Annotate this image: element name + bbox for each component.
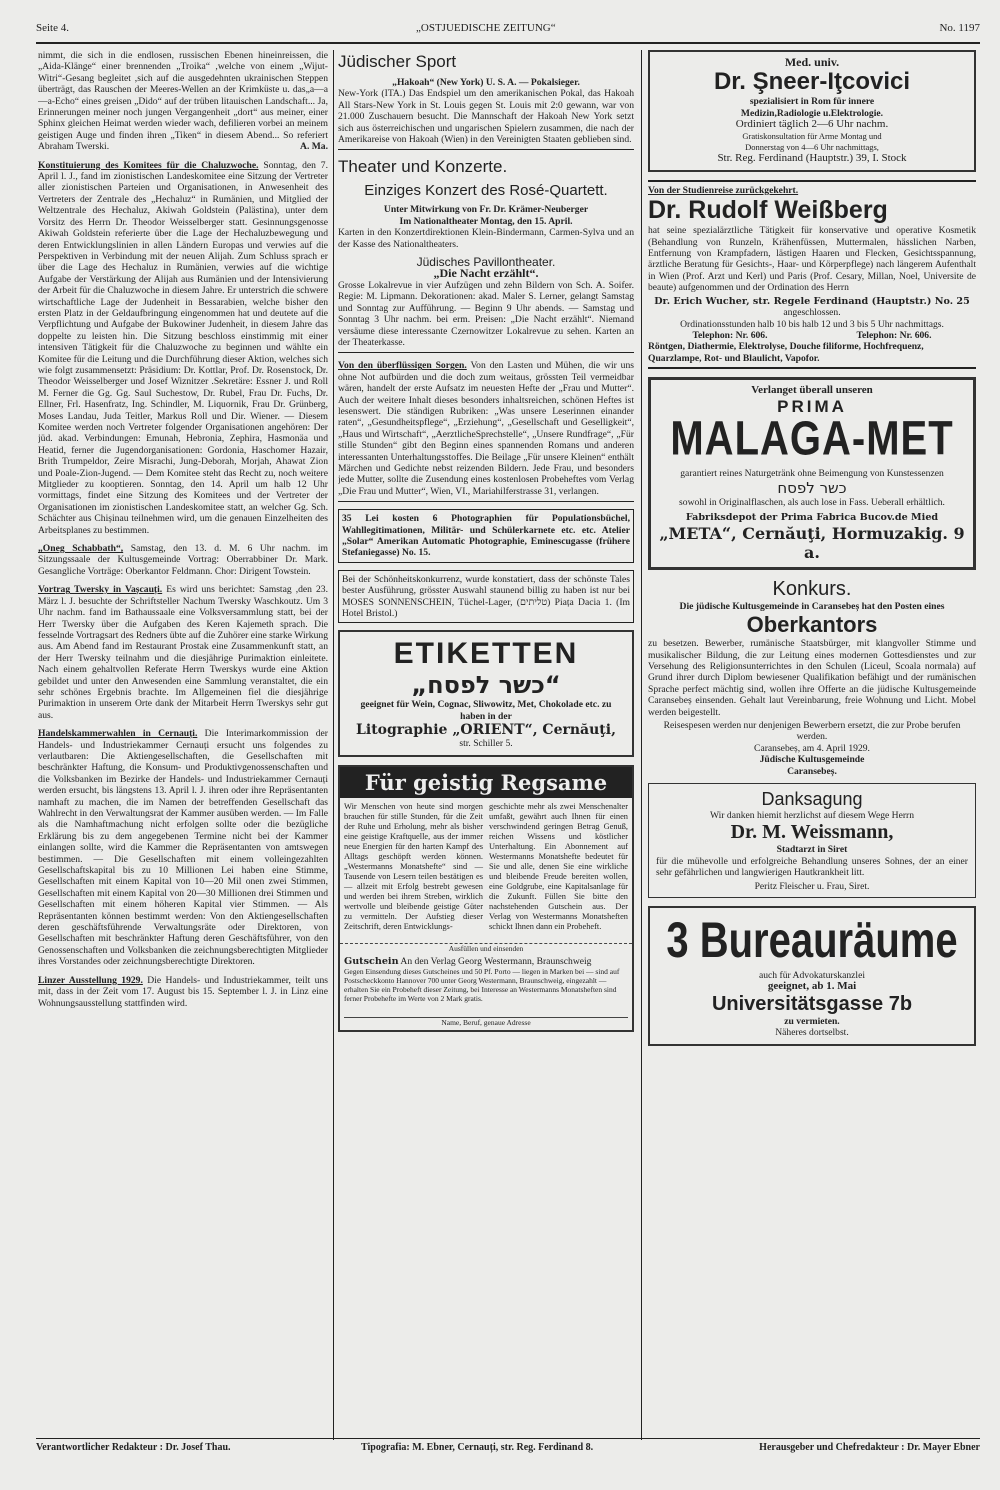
page-header — [36, 20, 980, 42]
pavillon-subheading: „Die Nacht erzählt“. — [433, 266, 539, 281]
beauty-ad: Bei der Schönheitskonkurrenz, wurde konstatiert, dass der schönste Tales bester Ausführung, grösster Auswahl staunend billig zu haben ist nur bei MOSES SONNENSCHEIN, Tüchel-Lager, (טליתים) Piața Dacia 1. (Im Hotel Bristol.) — [338, 570, 634, 624]
sneer-itcovici-ad: Med. univ. Dr. Şneer-Iţcovici spezialisiert in Rom für innere Medizin,Radiologie u.Elektrologie. Ordiniert täglich 2—6 Uhr nachm. Gratiskonsultation für Arme Montag und Donnerstag von 4—6 Uhr nachmittags, Str. Reg. Ferdinand (Hauptstr.) 39, I. Stock — [648, 50, 976, 172]
rose-sub-1: Unter Mitwirkung von Fr. Dr. Krämer-Neuberger — [383, 204, 589, 216]
footer-editor: Verantwortlicher Redakteur : Dr. Josef Thau. — [36, 1442, 231, 1453]
regsame-cut-line: Ausfüllen und einsenden — [340, 943, 632, 953]
theater-heading: Theater und Konzerte. — [338, 157, 508, 177]
issue-number: No. 1197 — [939, 22, 980, 34]
regsame-ad — [338, 765, 634, 1032]
article-twerski: nimmt, die sich in die endlosen, russischen Ebenen hineinreissen, die „Aida-Klänge“ einer brennenden „Troika“ ,welche von einem „Wijut-Witri“-Gesang begleitet ,sich auf die ausgedehnten ukrainischen Steppen überträgt, das Rauschen der Meeres-Wellen an der Krimküste u. das„a—a—a-Echo“ eines greisen „Dido“ auf der trüben litauischen Landschaft... Ja, Erinnerungen meiner noch jungen Vergangenheit „dort“ aus meiner, einer Sphinx gleichen Heimat werden wieder wach, defilieren vorbei an meinem geistigen Auge und finden ihren „Tiken“ in diesem Abend... So referiert Abraham Twerski. A. Ma. — [38, 50, 328, 153]
sport-heading: Jüdischer Sport — [338, 52, 457, 71]
weissberg-ad: Von der Studienreise zurückgekehrt. Dr. Rudolf Weißberg hat seine spezialärztliche Tätigkeit für konservative und operative Kosmetik (Behandlung von Runzeln, Krähenfüssen, Muttermalen, hässlichen Narben, Entfernung von Krampfadern, lästigen Haaren und Flecken, Gesichtsspannung, ärztliche Beratung für Gesichts-, Haar- und Körperpflege) nach längerem Aufenthalt in Wien (Prof. Arzt und Kerl) und Paris (Prof. Cesary, Millan, Noel, Universite de beaute) aufgenommen und der Ordination des Herrn Dr. Erich Wucher, str. Regele Ferdinand (Hauptstr.) No. 25 angeschlossen. Ordinationsstunden halb 10 bis halb 12 und 3 bis 5 Uhr nachmittags. Telephon: Nr. 606. Telephon: Nr. 606. Röntgen, Diathermie, Elektrolyse, Douche filiforme, Hochfrequenz, Quarzlampe, Rot- und Blaulicht, Vapofor. — [648, 180, 976, 369]
etiketten-text: geeignet für Wein, Cognac, Sliwowitz, Met, Chokolade etc. zu haben in der — [360, 699, 612, 722]
column-right — [648, 50, 976, 1440]
danksagung-ad: Danksagung Wir danken hiemit herzlichst auf diesem Wege Herrn Dr. M. Weissmann, Stadtarzt in Siret für die mühevolle und erfolgreiche Behandlung unseres Sohnes, der an einer sehr gefährlichen und langwierigen Hautkrankheit litt. Peritz Fleischer u. Frau, Siret. — [648, 783, 976, 898]
newspaper-name: „OSTJUEDISCHE ZEITUNG“ — [416, 22, 556, 34]
malaga-met-title: MALAGA-MET — [670, 412, 954, 465]
pavillon-heading: Jüdisches Pavillontheater. — [416, 255, 556, 270]
regsame-title: Für geistig Regsame — [340, 767, 632, 798]
column-rule-2 — [641, 50, 642, 1440]
etiketten-ad — [338, 630, 634, 756]
regsame-text-right: geschichte mehr als zwei Menschenalter umfaßt, gewährt auch Ihnen für einen verschwindend geringen Betrag Genuß, reichen Wissens und köstlicher Unterhaltung. Ein Abonnement auf Westermanns Monatshefte bedeutet für Sie und alle, denen Sie eine wirkliche und bleibende Freude bereiten wollen, eine Goldgrube, eine Kapitalsanlage für die Zukunft. Füllen Sie bitte den nachstehenden Gutschein aus. Der Verlag von Westermanns Monatsheften schickt Ihnen dann ein Probeheft. — [489, 801, 628, 931]
column-middle — [338, 50, 634, 1440]
article-linz: Linzer Ausstellung 1929. Die Handels- und Industriekammer, teilt uns mit, dass in der Zeit vom 17. August bis 15. September l. J. in Linz eine Wohnungsausstellung stattfinden wird. — [38, 974, 328, 1009]
sorgen-article: Von den überflüssigen Sorgen. Von den Lasten und Mühen, die wir uns ohne Not aufbürden und die doch zum weitaus, grössten Teil vermeidbar wären, handelt der erste Aufsatz im neuesten Hefte der „Frau und Mutter“. Auch der weitere Inhalt dieses besonders inhaltsreichen, schönen Heftes ist lesenswert. Die ständigen Rubriken: „Was unsere Leserinnen einander raten“, „Gesundheitspflege“, „Erziehung“, „Gesellschaft und Geselligkeit“, „Haus und Wirtschaft“, „AerztlicheSprechstelle“, „Unsere Rundfrage“, „Für stille Stunden“ gibt den Beginn eines spannenden Romans und anderen interessanten Unterhaltungsstoffes. Die Beilage „Für unsere Kleinen“ enthält Märchen und Gedichte nebst reizenden Bildern. Jede Frau, und besonders jede Mutter, sollte die Zusendung eines kostenlosen Probeheftes vom Verlag „Die Frau und Mutter“, Wien, VI., Mariahilferstrasse 31, verlangen. — [338, 360, 634, 502]
rose-sub-2: Im Nationaltheater Montag, den 15. April. — [399, 215, 573, 227]
etiketten-hebrew: „כשר לפסח“ — [411, 671, 561, 700]
sport-article: New-York (ITA.) Das Endspiel um den amerikanischen Pokal, das Hakoah All Stars-New York in St. Louis gegen St. Louis mit 2:0 gewann, war von 21.000 Zuschauern besucht. Die Mannschaft der Hakoah New York setzt sich aus österreichischen und ungarischen Spielern zusammen, die nach der Amerikareise von Hakoah (Wien) in den Vereinigten Staaten geblieben sind. — [338, 88, 634, 150]
column-rule-1 — [333, 50, 334, 1440]
konkurs-ad: Konkurs. Die jüdische Kultusgemeinde in Caransebeș hat den Posten eines Oberkantors zu besetzen. Bewerber, rumänische Staatsbürger, mit klangvoller Stimme und musikalischer Bildung, die zur Leitung eines modernen Gottesdienstes und zur Versehung des Religionsunterrichtes in den Schulen (Liceul, Scoala normala) auf Grund ihrer durch Diplom bewiesener Qualifikation befähigt und der rumänischen Sprache perfect mächtig sind, wollen ihre Offerte an die jüdische Kultusgemeinde Caransebeș einsenden. Gehalt laut Vereinbarung, freie Wohnung und Licht. Mobel werden beigestellt. Reisespesen werden nur denjenigen Bewerbern ersetzt, die zur Probe berufen werden. Caransebeș, am 4. April 1929. Jüdische Kultusgemeinde Caransebeș. — [648, 577, 976, 777]
article-chaluzwoche: Konstituierung des Komitees für die Chaluzwoche. Sonntag, den 7. April l. J., fand im zionistischen Landeskomitee eine Sitzung der Vertreter aller zionistischen Parteien und Organisationen, in Anwesenheit des Vertreters der Zentrale des „Hechaluz“ in Rumänien, und Mitglied der Weltzentrale des Hechaluz, Akiwah Goldstein (Palästina), unter dem Vorsitz des Herrn Dr. Theodor Weisselberger statt. Gesinnungsgenosse Akiwah Goldstein referierte über die Lage der Hechaluzbewegung und deren Entwicklungslinien in allen Ländern Europas und verwies auf die Perspektiven in Verbindung mit der neuen Alijah. Zum Schluss sprach er über die Lage des Hechaluz in Rumänien, verwies auf die wichtige Aufgabe der Verstärkung der Alijah aus Rumänien und der Intensivierung der Arbeit für die Chaluzwoche in diesem Jahre. Er unterstrich die schwere wirtschaftliche Lage der Judenheit in Bessarabien, welche bisher den ersten Platz in der Geldaufbringung eingenommen hat und deutete auf die Verpflichtung und Aufgabe der Bukowiner Judenheit, in diesem Jahre das doppelte zu leisten hin. Die Sitzung beschloss einstimmig mit einer intensiven Tätigkeit für die Chaluzwoche zu beginnen und wählte ein Komitee für die Leitung und die Durchführung dieser Aktion, welches sich wie folgt zusammensetzt: Präsidium: Dr. Kottlar, Prof. Dr. Rosenstock, Dr. Theodor Weisselberger und Josef Wiznitzer .Sekretäre: Essner J. und Roll M. Ferner die Gg. Gg. Saul Suchestow, Dr. Rubel, Frau Dr. Fuchs, Dr. Ellner, Frl. Hasenfratz, Ing. Schindler, M. Liquornik, Frau Dr. Grünberg, Moses Landau, Juda Teitler, Markus Roll und Dir. Wiener. — Diesem Komitee werden noch Vertreter folgender Organisationen angehören: Der jüd. akad. Verbindungen: Emunah, Hebronia, Zephira, Hasmonäa und Heatid, ferner die Jugendorganisationen: Gordonia, Haschomer Hazair, Brith Trumpeldor, Zeire Misrachi, Jung-Deborah, Morjah, Ahawat Zion und Poale-Zion-Jugend. — Dem Komitee steht das Recht zu, noch weitere Mitglieder zu kooptieren. Sonntag, den 14. April um halb 12 Uhr vormittags, findet eine Sitzung des Komitees und der Vertreter der Organisationen im zionistischen Landeskomitee statt, an welcher Gg. Sch. Schächter aus Chișinau teilnehmen wird, um die genauen Einzelheiten des Arbeitsplanes zu bestimmen. — [38, 159, 328, 536]
page-number: Seite 4. — [36, 22, 69, 34]
etiketten-firm: Litographie „ORIENT“, Cernăuţi, — [356, 722, 616, 739]
article-twersky-vascauti: Vortrag Twersky in Vașcauți. Es wird uns berichtet: Samstag ,den 23. März l. J. besuchte der Schriftsteller Nachum Twersky Waschkoutz. Um 3 Uhr nachm. fand im Bathaussaale eine Volksversammlung statt, bei der Herr Twersky über die Aufgaben des Keren Kajemeth sprach. Die fesselnde Vortragsart des Redners übte auf die Zuhörer eine starke Wirkung aus. Am Abend fand im Restaurant Prostak eine Zusammenkunft statt, an der Herr Twersky teilnahm und die diesjährige Purimaktion einleitete. Nach einem gehaltvollen Referate Herrn Twerskys wurde eine Aktion gebildet und unter den Anwesenden eine Sammlung veranstaltet, die ein sehr schönes Ergebnis brachte. Im Allgemeinen fiel die diesjährige Purimaktion in unserem Orte dank der Mitarbeit Herrn Twerskys sehr gut aus. — [38, 584, 328, 721]
weissberg-name: Dr. Rudolf Weißberg — [648, 196, 888, 225]
article-oneg-schabbath: „Oneg Schabbath“, Samstag, den 13. d. M. 6 Uhr nachm. im Sitzungssaale der Kultusgemeinde Vortrag: Oberrabbiner Dr. Mark. Gesangliche Vorträge: Oberkantor Feldmann. Chor: Dirigent Towstein. — [38, 543, 328, 577]
footer-publisher: Herausgeber und Chefredakteur : Dr. Mayer Ebner — [759, 1442, 980, 1453]
rose-quartett-heading: Einziges Konzert des Rosé-Quartett. — [364, 182, 608, 200]
column-left — [38, 50, 328, 1440]
sport-subheading: „Hakoah“ (New York) U. S. A. — Pokalsieger. — [392, 77, 580, 88]
regsame-coupon: Gutschein An den Verlag Georg Westermann, Braunschweig Gegen Einsendung dieses Gutscheines und 50 Pf. Porto — liegen in Marken bei — sind auf Postscheckkonto Hannover 700 unter Georg Westermann, Braunschweig, eingezahlt — erhalten Sie ein Probeheft dieser Zeitung, bei Interesse an Westermanns Monatsheften sind ferner Probehefte im Werte von 2 Mark gratis. Name, Beruf, genaue Adresse — [340, 953, 632, 1030]
footer-printer: Tipografia: M. Ebner, Cernauți, str. Reg. Ferdinand 8. — [361, 1442, 594, 1453]
doctor-name: Dr. Şneer-Iţcovici — [713, 68, 911, 96]
malaga-met-ad: Verlanget überall unseren PRIMA MALAGA-MET garantiert reines Naturgetränk ohne Beimengung von Kunstessenzen כשר לפסח sowohl in Originalflaschen, als auch lose in Fass. Ueberall erhältlich. Fabriksdepot der Prima Fabrica Bucov.de Mied „META“, Cernăuţi, Hormuzakig. 9 a. — [648, 377, 976, 570]
etiketten-address: str. Schiller 5. — [459, 738, 513, 750]
header-rule — [36, 42, 980, 44]
regsame-text-left: Wir Menschen von heute sind morgen brauchen für stille Stunden, für die Zeit der Ruhe und Erholung, mehr als bisher eine geistige Kraftquelle, aus der immer neue Energien für den harten Kampf des Alltags geschöpft werden können. „Westermanns Monatshefte“ sind — Tausende von Lesern teilen bestätigen es — allzeit mit Erfolg bestrebt gewesen und werden bei ihrem Streben, wirklich wertvolle und bleibende geistige Güter zu vermitteln. Der Aufstieg dieser Zeitschrift, deren Entwicklungs- — [344, 801, 483, 931]
pavillon-article: Grosse Lokalrevue in vier Aufzügen und zehn Bildern von Sch. A. Soifer. Regie: M. Lipmann. Dekorationen: akad. Maler S. Lerner, gelangt Samstag und Sonntag zur Aufführung. — Beginn 9 Uhr abends. — Samstag und Sonntag 3 Uhr nachm. bei erm. Preisen: „Die Nacht erzählt“. Niemand versäume diese interessante Czernowitzer Lokalrevue zu sehen. Karten an der Theaterkasse. — [338, 280, 634, 353]
bureauraeume-title: 3 Bureauräume — [666, 913, 958, 969]
rose-article: Karten in den Konzertdirektionen Klein-Bindermann, Carmen-Sylva und an der Kasse des Nationaltheaters. — [338, 227, 634, 250]
etiketten-title: ETIKETTEN — [393, 637, 579, 671]
bureauraeume-ad: 3 Bureauräume auch für Advokaturskanzlei geeignet, ab 1. Mai Universitätsgasse 7b zu vermieten. Näheres dortselbst. — [648, 906, 976, 1046]
article-handelskammer: Handelskammerwahlen in Cernauți. Die Interimarkommission der Handels- und Industriekammer Cernauți ersucht uns folgendes zu verlautbaren: Die Aktiengesellschaften, die Gesellschaften mit beschränkter Haftung, die Konsum- und Produktivgenossenschaften und die Volksbanken im Bezirke der Handels- und Industriekammer Cernauți werden ersucht, bis längstens 13. April l. J. ihren oder ihre Repräsentanten namhaft zu machen, die im Namen der betreffenden Gesellschaft das Wahlrecht in den Verwaltungsrat der Kammer ausüben werden. — Im Falle als die Namhaftmachung nicht erfolgen sollte oder die bezügliche Erklärung bis zu dem angegebenen Termine nicht bei der Kammer einlangen sollte, wird die Kammer die Repräsentanten von amtswegen bestimmen. — Die Gesellschaften mit einem volleingezahlten Gesellschaftskapital bis zu 10 Millionen Lei haben eine Stimme, Gesellschaften mit einem Kapital von 10—20 Mil onen zwei Stimmen, Gesellschaften mit einem Kapital von 20—30 Millionen drei Stimmen und Gesellschaften mit einem höheren Kapital vier Stimmen. — Als Repräsentanten können bestimmt werden: Von den Aktiengesellschaften deren geschäftsführende Verwaltungsräte oder Direktoren, von Gesellschaften mit beschränkter Haftung deren Geschäftsführer, von den Genossenschaften und Volksbanken die zeichnungsberechtigten Mitglieder ihres Vorstandes oder zeichnungsberechtigte Direktoren. — [38, 728, 328, 968]
oberkantors-title: Oberkantors — [746, 612, 878, 638]
photo-ad: 35 Lei kosten 6 Photographien für Populationsbüchel, Wahllegitimationen, Militär- und Schülerkarnete etc. etc. Atelier „Solar“ Amerikan Automatic Photographie, Eminescugasse (frühere Stefaniegasse) No. 15. — [338, 509, 634, 563]
